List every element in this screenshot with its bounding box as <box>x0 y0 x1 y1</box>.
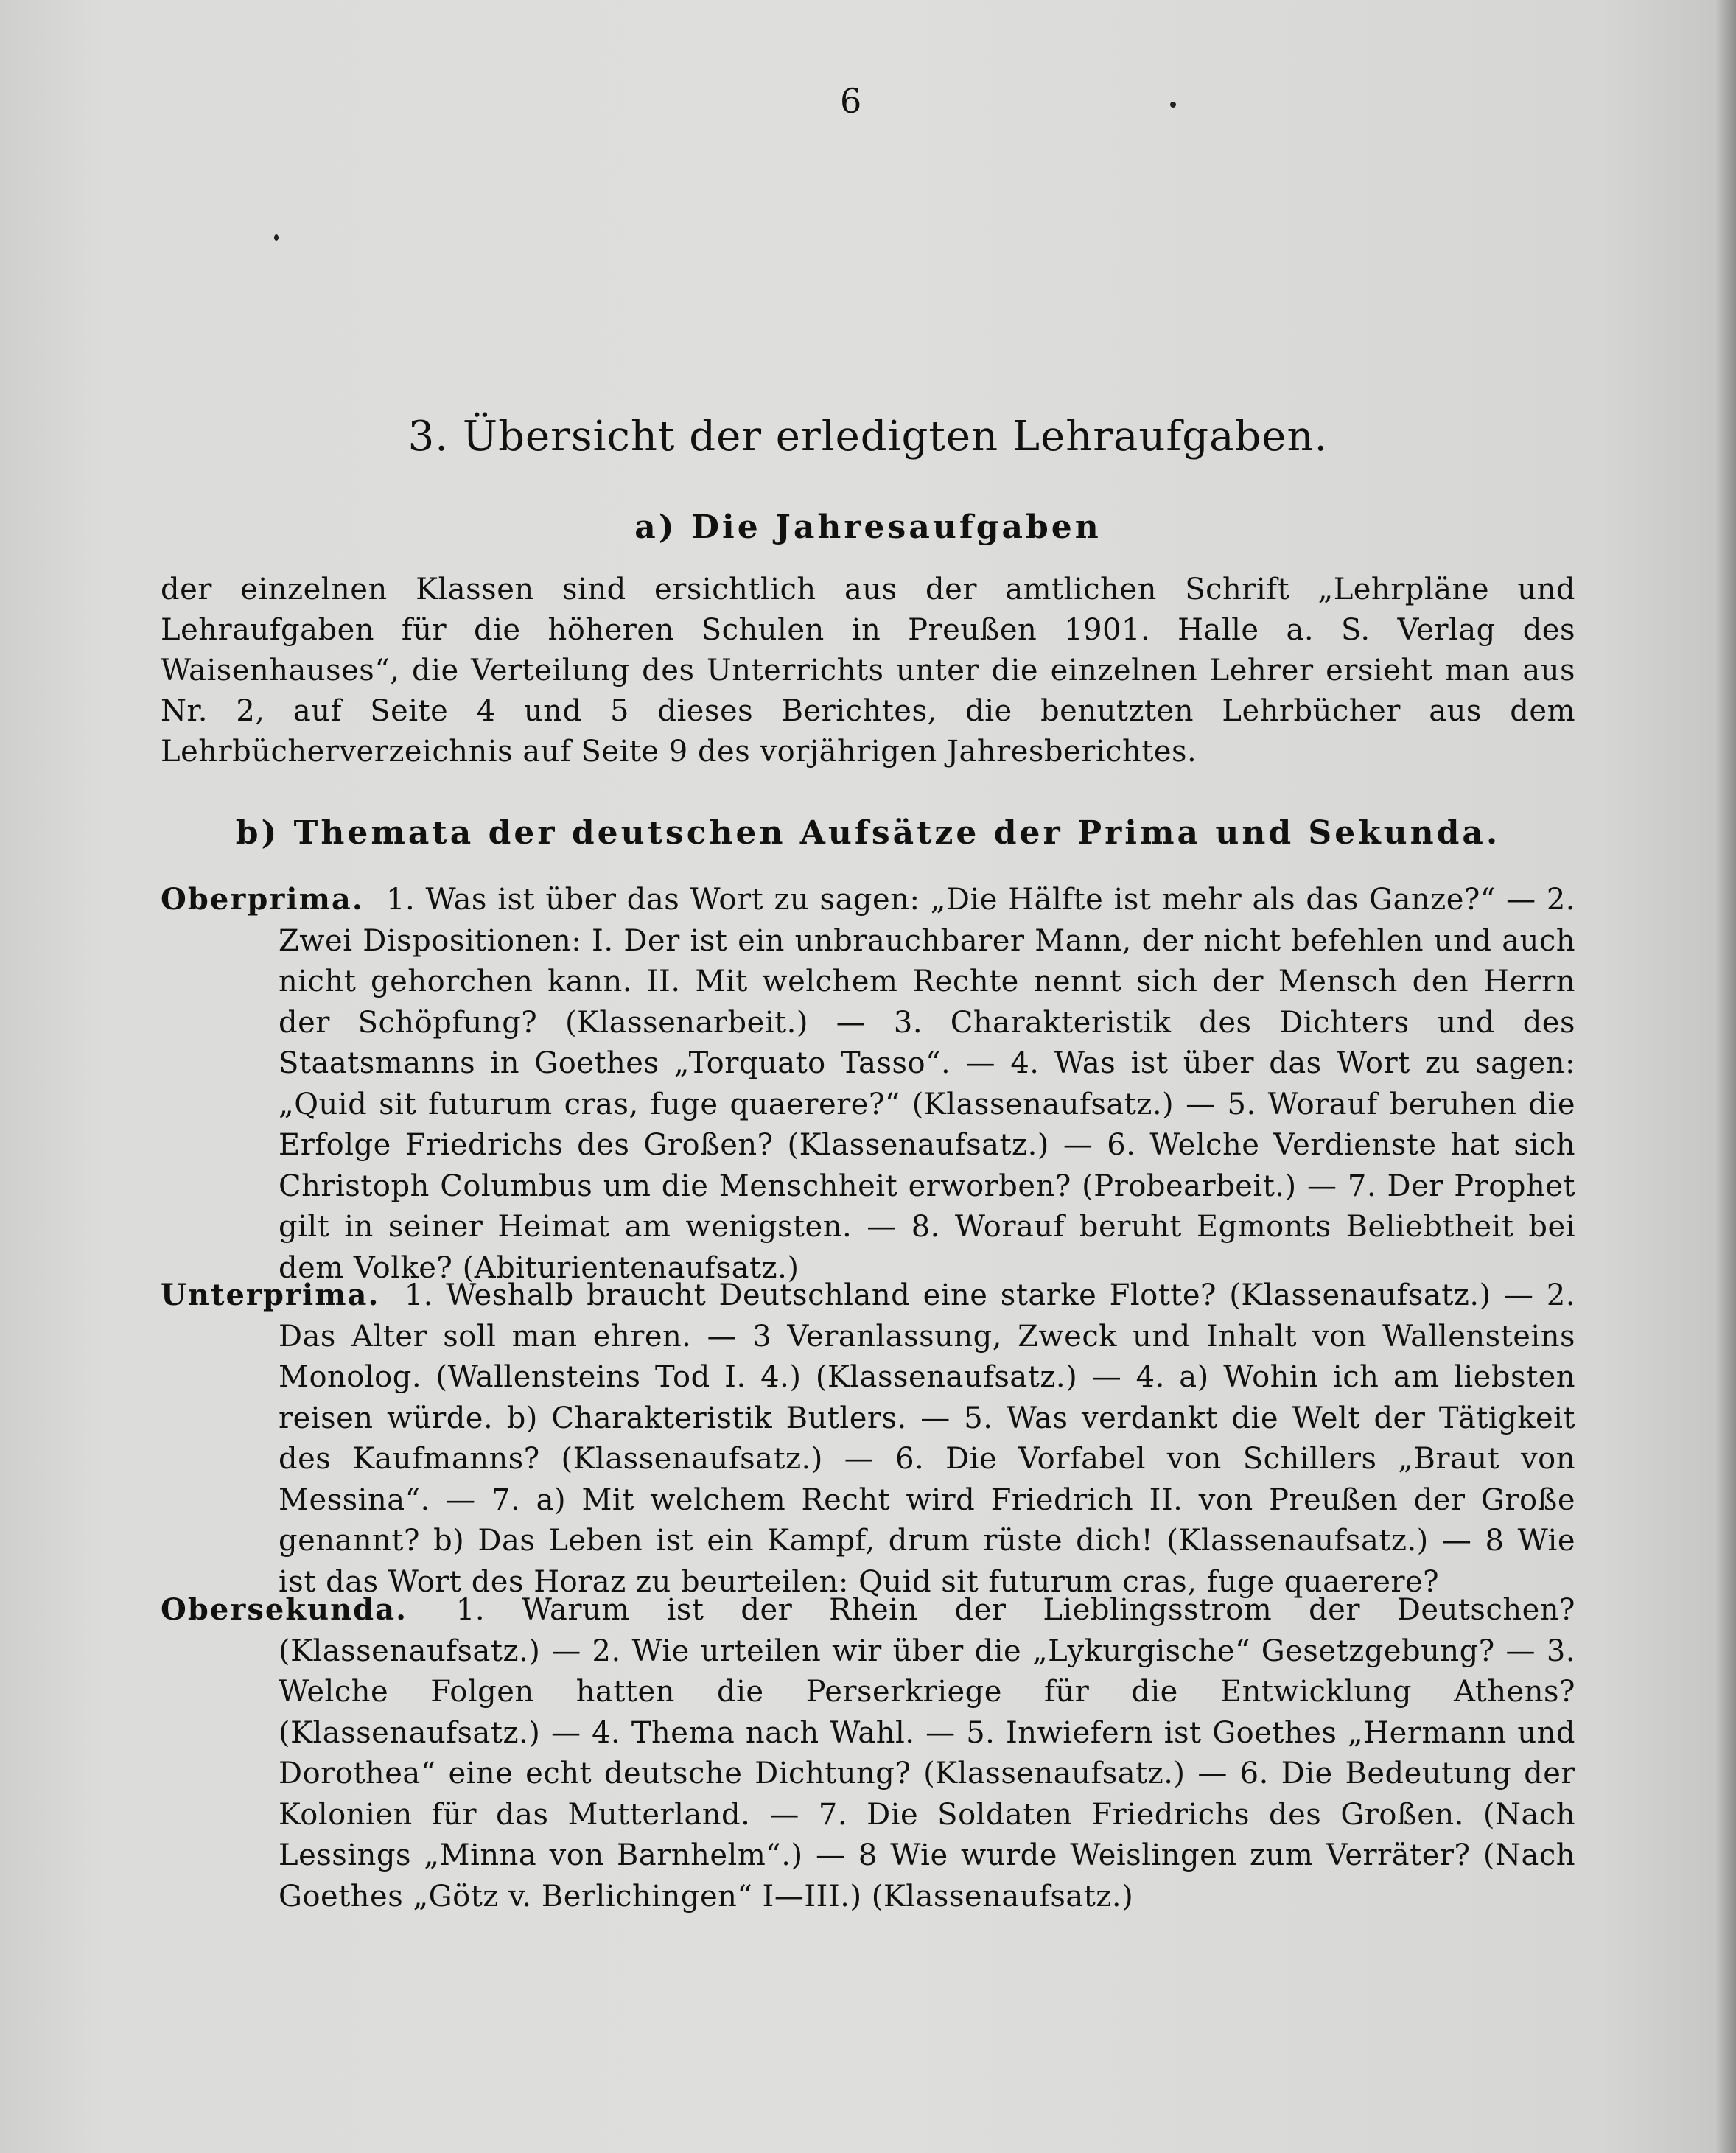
print-speck <box>274 234 279 241</box>
class-label: Unterprima. <box>161 1278 380 1312</box>
essay-topics-text: 1. Warum ist der Rhein der Lieblingsstrom der Deutschen? (Klassenaufsatz.) — 2. Wie urteilen wir über die „Lykurgische“ Gesetzgebung? — 3. Welche Folgen hatten die Perserkriege für die Entwicklung Athens? (Klassenaufsatz.) — 4. Thema nach Wahl. — 5. Inwiefern ist Goethes „Hermann und Dorothea“ eine echt deutsche Dichtung? (Klassenaufsatz.) — 6. Die Bedeutung der Kolonien für das Mutterland. — 7. Die Soldaten Friedrichs des Großen. (Nach Lessings „Minna von Barnhelm“.) — 8 Wie wurde Weislingen zum Verräter? (Nach Goethes „Götz v. Berlichingen“ I—III.) (Klassenaufsatz.) <box>279 1593 1575 1914</box>
essay-topics-text: 1. Weshalb braucht Deutschland eine starke Flotte? (Klassenaufsatz.) — 2. Das Alter soll man ehren. — 3 Veranlassung, Zweck und Inhalt von Wallensteins Monolog. (Wallensteins Tod I. 4.) (Klassenaufsatz.) — 4. a) Wohin ich am liebsten reisen würde. b) Charakteristik Butlers. — 5. Was verdankt die Welt der Tätigkeit des Kaufmanns? (Klassenaufsatz.) — 6. Die Vorfabel von Schillers „Braut von Messina“. — 7. a) Mit welchem Recht wird Friedrich II. von Preußen der Große genannt? b) Das Leben ist ein Kampf, drum rüste dich! (Klassenaufsatz.) — 8 Wie ist das Wort des Horaz zu beurteilen: Quid sit futurum cras, fuge quaerere? <box>279 1278 1575 1599</box>
class-label: Obersekunda. <box>161 1592 407 1627</box>
heading-yearly-tasks: a) Die Jahresaufgaben <box>634 508 1102 546</box>
page-number: 6 <box>840 81 862 121</box>
heading-essay-topics: b) Themata der deutschen Aufsätze der Prima und Sekunda. <box>235 814 1501 852</box>
section-title: 3. Übersicht der erledigten Lehraufgaben. <box>407 413 1329 461</box>
class-label: Oberprima. <box>161 882 364 917</box>
essay-entry-unterprima <box>161 1275 1575 1603</box>
essay-topics-text: 1. Was ist über das Wort zu sagen: „Die Hälfte ist mehr als das Ganze?“ — 2. Zwei Dispositionen: I. Der ist ein unbrauchbarer Mann, der nicht befehlen und auch nicht gehorchen kann. II. Mit welchem Rechte nennt sich der Mensch den Herrn der Schöpfung? (Klassenarbeit.) — 3. Charakteristik des Dichters und des Staatsmanns in Goethes „Torquato Tasso“. — 4. Was ist über das Wort zu sagen: „Quid sit futurum cras, fuge quaerere?“ (Klassenaufsatz.) — 5. Worauf beruhen die Erfolge Friedrichs des Großen? (Klassenaufsatz.) — 6. Welche Verdienste hat sich Christoph Columbus um die Menschheit erworben? (Probearbeit.) — 7. Der Prophet gilt in seiner Heimat am wenigsten. — 8. Worauf beruht Egmonts Beliebtheit bei dem Volke? (Abiturientenaufsatz.) <box>279 883 1575 1285</box>
essay-entry-oberprima <box>161 879 1575 1289</box>
print-speck <box>1170 102 1176 108</box>
paragraph-yearly-tasks: der einzelnen Klassen sind ersichtlich aus der amtlichen Schrift „Lehrpläne und Lehraufgaben für die höheren Schulen in Preußen 1901. Halle a. S. Verlag des Waisenhauses“, die Verteilung des Unterrichts unter die einzelnen Lehrer ersieht man aus Nr. 2, auf Seite 4 und 5 dieses Berichtes, die benutzten Lehrbücher aus dem Lehrbücherverzeichnis auf Seite 9 des vorjährigen Jahresberichtes. <box>161 573 1575 769</box>
essay-entry-obersekunda <box>161 1589 1575 1917</box>
page-edge-shadow <box>1715 0 1736 2153</box>
